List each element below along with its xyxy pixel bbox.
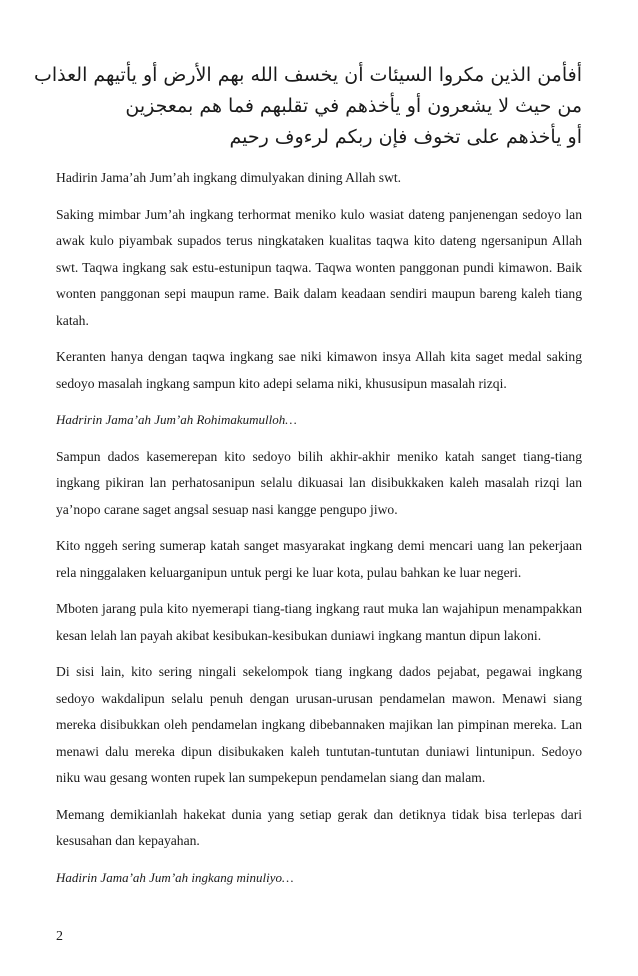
page-number: 2 bbox=[56, 929, 63, 944]
arabic-verse-line: أو يأخذهم على تخوف فإن ربكم لرءوف رحيم bbox=[229, 126, 582, 148]
arabic-verse-line: من حيث لا يشعرون أو يأخذهم في تقلبهم فما هم بمعجزين bbox=[125, 95, 582, 117]
address-heading: Hadirin Jama’ah Jum’ah ingkang minuliyo… bbox=[56, 869, 294, 885]
greeting-paragraph: Hadirin Jama’ah Jum’ah ingkang dimulyakan dining Allah swt. bbox=[56, 170, 402, 185]
arabic-verse bbox=[33, 60, 582, 153]
body-paragraph: Kito nggeh sering sumerap katah sanget masyarakat ingkang demi mencari uang lan pekerjaan rela ninggalaken keluarganipun untuk pergi ke luar kota, pulau bahkan ke luar negeri. bbox=[56, 538, 582, 580]
body-paragraph: Memang demikianlah hakekat dunia yang setiap gerak dan detiknya tidak bisa terlepas dari kesusahan dan kepayahan. bbox=[56, 806, 582, 848]
arabic-verse-line: أفأمن الذين مكروا السيئات أن يخسف الله بهم الأرض أو يأتيهم العذاب bbox=[33, 64, 582, 86]
body-paragraph: Sampun dados kasemerepan kito sedoyo bilih akhir-akhir meniko katah sanget tiang-tiang ingkang pikiran lan perhatosanipun selalu dikuasai lan disibukkaken kaleh masalah rizqi lan ya’nopo carane saget angsal sesuap nasi kangge pengupo jiwo. bbox=[56, 448, 582, 517]
address-heading: Hadririn Jama’ah Jum’ah Rohimakumulloh… bbox=[56, 412, 297, 427]
body-paragraph: Di sisi lain, kito sering ningali sekelompok tiang ingkang dados pejabat, pegawai ingkang sedoyo wakdalipun selalu penuh dengan urusan-urusan pendamelan mawon. Menawi siang mereka disibukkan oleh pendamelan ingkang dibebannaken majikan lan pimpinan mereka. Lan menawi dalu mereka dipun disibukaken kaleh tuntutan-tuntutan duniawi lintunipun. Sedoyo niku wau gesang wonten rupek lan sumpekepun pendamelan siang dan malam. bbox=[56, 664, 582, 785]
body-paragraph: Saking mimbar Jum’ah ingkang terhormat meniko kulo wasiat dateng panjenengan sedoyo lan awak kulo piyambak supados terus ningkataken kualitas taqwa kito dateng ngersanipun Allah swt. Taqwa ingkang sak estu-estunipun taqwa. Taqwa wonten panggonan pundi kimawon. Baik wonten panggonan sepi maupun rame. Baik dalam keadaan sendiri maupun bareng kaleh tiang katah. bbox=[56, 206, 582, 328]
body-paragraph: Mboten jarang pula kito nyemerapi tiang-tiang ingkang raut muka lan wajahipun menampakkan kesan lelah lan payah akibat kesibukan-kesibukan duniawi ingkang mantun dipun lakoni. bbox=[56, 601, 582, 643]
body-paragraph: Keranten hanya dengan taqwa ingkang sae niki kimawon insya Allah kita saget medal saking sedoyo masalah ingkang sampun kito adepi selama niki, khususipun masalah rizqi. bbox=[56, 349, 582, 391]
